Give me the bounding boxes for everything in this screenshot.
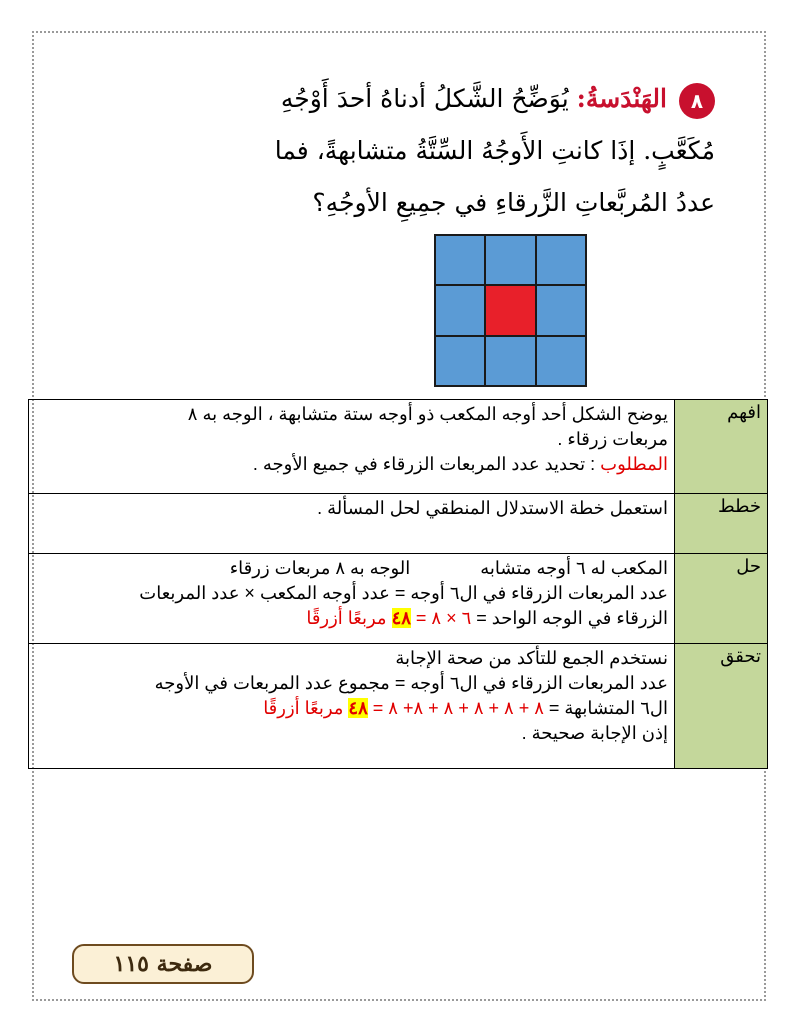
solve-line-2: عدد المربعات الزرقاء في ال٦ أوجه = عدد أوجه المكعب × عدد المربعات <box>139 583 668 603</box>
problem-text-line-3: عددُ المُربَّعاتِ الزَّرقاءِ في جمِيعِ الأوجُهِ؟ <box>312 188 715 217</box>
problem-text-line-1: يُوَضِّحُ الشَّكلُ أدناهُ أحدَ أَوْجُهِ <box>280 84 569 113</box>
solution-table <box>28 399 768 769</box>
content-understand <box>29 400 675 494</box>
red-center-square <box>486 286 534 334</box>
row-check <box>29 644 768 769</box>
problem-text-line-2: مُكَعَّبٍ. إذَا كانتِ الأَوجُهُ السِّتَّةُ متشابهةً، فما <box>274 136 715 165</box>
required-label: المطلوب <box>600 454 668 474</box>
page-number-label: صفحة ١١٥ <box>72 944 254 984</box>
solve-line-1-a: المكعب له ٦ أوجه متشابه <box>480 558 668 578</box>
plan-line: استعمل خطة الاستدلال المنطقي لحل المسألة . <box>317 498 668 518</box>
check-line-1: نستخدم الجمع للتأكد من صحة الإجابة <box>395 648 668 668</box>
blue-square <box>486 236 534 284</box>
check-line-4: إذن الإجابة صحيحة . <box>521 723 668 743</box>
check-line-2: عدد المربعات الزرقاء في ال٦ أوجه = مجموع عدد المربعات في الأوجه <box>154 673 668 693</box>
label-plan: خطط <box>675 494 768 554</box>
understand-required <box>35 452 668 477</box>
problem-statement <box>75 73 715 229</box>
solve-line-3 <box>35 606 668 631</box>
blue-square <box>537 337 585 385</box>
content-plan <box>29 494 675 554</box>
solve-equation: ٦ × ٨ = <box>410 608 472 628</box>
solve-answer-unit: مربعًا أزرقًا <box>306 608 392 628</box>
label-check: تحقق <box>675 644 768 769</box>
solve-line-3-text: الزرقاء في الوجه الواحد = <box>471 608 668 628</box>
understand-line-1: يوضح الشكل أحد أوجه المكعب ذو أوجه ستة متشابهة ، الوجه به ٨ <box>187 404 668 424</box>
row-understand <box>29 400 768 494</box>
blue-square <box>537 236 585 284</box>
problem-title: الهَنْدَسةُ <box>585 84 667 113</box>
label-understand: افهم <box>675 400 768 494</box>
content-solve <box>29 554 675 644</box>
solve-answer-highlight: ٤٨ <box>391 608 411 628</box>
row-plan <box>29 494 768 554</box>
solve-line-1-b: الوجه به ٨ مربعات زرقاء <box>229 558 411 578</box>
understand-line-2: مربعات زرقاء . <box>557 429 668 449</box>
problem-title-colon: : <box>576 84 586 113</box>
check-line-3-text: ال٦ المتشابهة = <box>543 698 668 718</box>
check-answer-unit: مربعًا أزرقًا <box>263 698 349 718</box>
required-text: : تحديد عدد المربعات الزرقاء في جميع الأوجه . <box>252 454 601 474</box>
blue-square <box>436 236 484 284</box>
problem-line-1 <box>75 73 715 125</box>
blue-square <box>436 337 484 385</box>
check-answer-highlight: ٤٨ <box>348 698 368 718</box>
blue-square <box>537 286 585 334</box>
check-equation: ٨ + ٨ + ٨ + ٨ + ٨+ ٨ = <box>367 698 544 718</box>
label-solve: حل <box>675 554 768 644</box>
check-line-3 <box>35 696 668 721</box>
blue-square <box>486 337 534 385</box>
blue-square <box>436 286 484 334</box>
solve-line-1 <box>35 556 668 581</box>
row-solve <box>29 554 768 644</box>
cube-face-figure <box>434 234 587 387</box>
problem-number-badge: ٨ <box>679 83 715 119</box>
content-check <box>29 644 675 769</box>
